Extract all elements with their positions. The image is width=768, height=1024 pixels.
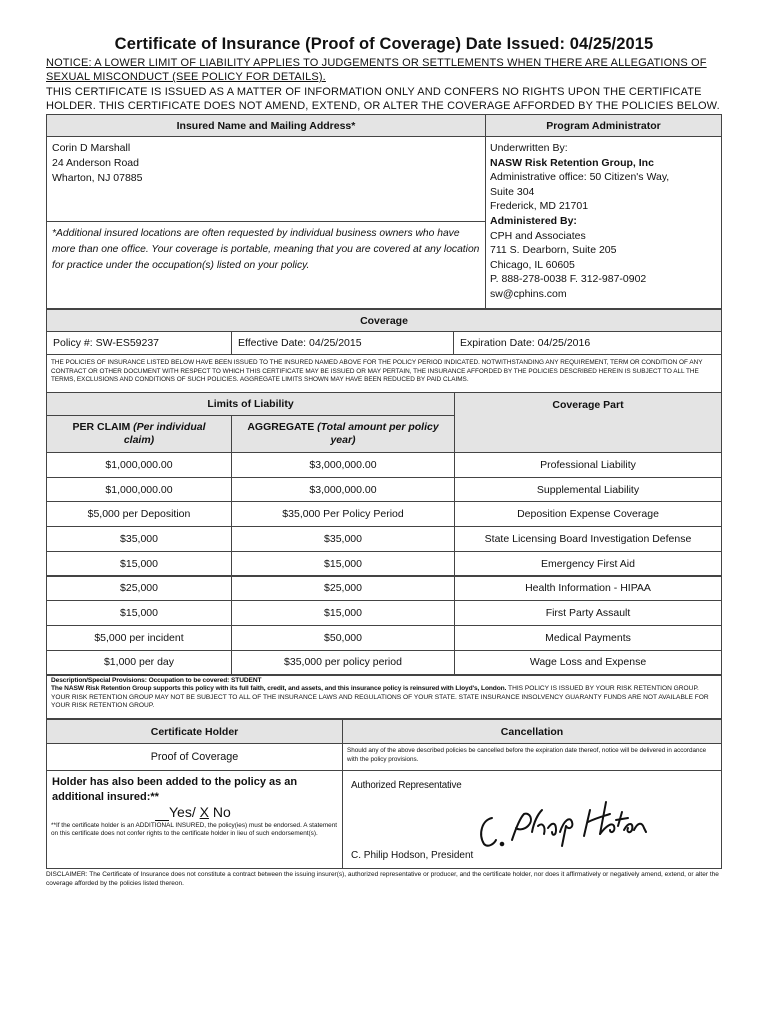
page-title: Certificate of Insurance (Proof of Coverage) Date Issued: 04/25/2015 [114,35,654,53]
per-claim-cell: $15,000 [46,551,232,577]
yes-label: Yes/ [169,804,196,820]
insured-header: Insured Name and Mailing Address* [46,114,486,137]
admin-email: sw@cphins.com [490,287,567,300]
additional-line-1: Holder has also been added to the policy as an [52,776,298,788]
additional-insured-footnote: **If the certificate holder is an ADDITIONAL INSURED, the policy(ies) must be endorsed. A statement on this certificate does not confer rights to the certificate holder in lieu of such endorsement(s). [51,822,338,838]
coverage-part-cell: Medical Payments [454,625,722,651]
insured-divider-horizontal [46,221,486,222]
admin-phone: P. 888-278-0038 F. 312-987-0902 [490,273,647,286]
aggregate-header [231,415,455,453]
aggregate-cell: $3,000,000.00 [231,452,455,478]
per-claim-bold: PER CLAIM [72,421,131,433]
administered-label: Administered By: [490,214,577,227]
provisions-fine: THIS POLICY IS ISSUED BY YOUR RISK RETENTION GROUP. YOUR RISK RETENTION GROUP MAY NOT BE SUBJECT TO ALL OF THE INSURANCE LAWS AND REGULATIONS OF YOUR STATE. STATE INSURANCE INSOLVENCY GUARANTY FUNDS ARE NOT AVAILABLE FOR YOUR RISK RETENTION GROUP. [51,685,709,710]
per-claim-cell: $5,000 per Deposition [46,501,232,527]
office-line-1: Administrative office: 50 Citizen's Way, [490,171,670,184]
signature-image [472,792,652,852]
no-x-mark: X [199,804,209,820]
aggregate-cell: $15,000 [231,551,455,577]
coverage-part-cell: Supplemental Liability [454,477,722,503]
coverage-part-cell: Deposition Expense Coverage [454,501,722,527]
no-label: No [212,804,231,820]
aggregate-cell: $35,000 per policy period [231,650,455,676]
disclaimer: DISCLAIMER: The Certificate of Insurance does not constitute a contract between the issuing insurer(s), authorized representative or producer, and the certificate holder, nor does it affirmatively or negatively amend, extend, or alter the coverage afforded by the policies listed thereon. [46,871,719,887]
policy-number: Policy #: SW-ES59237 [46,331,232,355]
aggregate-header-text [238,421,448,447]
per-claim-cell: $15,000 [46,600,232,626]
per-claim-cell: $5,000 per incident [46,625,232,651]
notice-information: THIS CERTIFICATE IS ISSUED AS A MATTER OF INFORMATION ONLY AND CONFERS NO RIGHTS UPON THE CERTIFICATE HOLDER. THIS CERTIFICATE DOES NOT AMEND, EXTEND, OR ALTER THE COVERAGE AFFORDED BY THE POLICIES BELOW. [46,86,720,112]
insured-address [52,141,472,186]
cancellation-header: Cancellation [342,719,722,744]
aggregate-bold: AGGREGATE [247,421,315,433]
per-claim-ital: (Per individual claim) [123,421,206,446]
per-claim-cell: $35,000 [46,526,232,552]
provisions-paragraph [51,685,719,710]
coverage-part-cell: State Licensing Board Investigation Defense [454,526,722,552]
admin-city: Chicago, IL 60605 [490,258,575,271]
coverage-part-cell: Wage Loss and Expense [454,650,722,676]
notice-lower-limit: NOTICE: A LOWER LIMIT OF LIABILITY APPLIES TO JUDGEMENTS OR SETTLEMENTS WHEN THERE ARE ALLEGATIONS OF SEXUAL MISCONDUCT (SEE POLICY FOR DETAILS). [46,57,707,83]
program-admin-details [490,141,720,302]
aggregate-cell: $25,000 [231,576,455,602]
per-claim-header [46,415,232,453]
yes-no-selection [155,804,231,821]
certificate-holder-header: Certificate Holder [46,719,343,744]
aggregate-cell: $50,000 [231,625,455,651]
yes-blank [155,804,169,821]
provisions-bold: The NASW Risk Retention Group supports this policy with its full faith, credit, and assets, and this insurance policy is reinsured with Lloyd's, London. [51,685,507,693]
admin-name: CPH and Associates [490,229,586,242]
coverage-part-label: Coverage Part [552,399,624,411]
cancellation-text-box [342,743,722,771]
per-claim-cell: $1,000,000.00 [46,452,232,478]
cancellation-text: Should any of the above described policies be cancelled before the expiration date thereof, notice will be delivered in accordance with the policy provisions. [347,747,707,763]
authorized-representative-label: Authorized Representative [351,780,462,791]
additional-insured-question [52,775,340,805]
coverage-part-cell: Emergency First Aid [454,551,722,577]
aggregate-cell: $3,000,000.00 [231,477,455,503]
insured-name: Corin D Marshall [52,142,131,154]
admin-street: 711 S. Dearborn, Suite 205 [490,244,617,257]
coverage-header: Coverage [46,309,722,332]
limits-header: Limits of Liability [46,392,455,416]
coverage-part-cell: First Party Assault [454,600,722,626]
certificate-holder-value: Proof of Coverage [46,743,343,771]
provisions-text [51,677,719,711]
per-claim-cell: $25,000 [46,576,232,602]
occupation-line: Description/Special Provisions: Occupation to be covered: STUDENT [51,677,262,684]
coverage-part-header [454,392,722,453]
aggregate-cell: $35,000 Per Policy Period [231,501,455,527]
aggregate-ital: (Total amount per policy year) [317,421,439,446]
coverage-part-cell: Health Information - HIPAA [454,576,722,602]
underwritten-label: Underwritten By: [490,142,568,154]
coverage-fine-print: THE POLICIES OF INSURANCE LISTED BELOW HAVE BEEN ISSUED TO THE INSURED NAMED ABOVE FOR THE POLICY PERIOD INDICATED. NOTWITHSTANDING ANY REQUIREMENT, TERM OR CONDITION OF ANY CONTRACT OR OTHER DOCUMENT WITH RESPECT TO WHICH THIS CERTIFICATE MAY BE ISSUED OR MAY PERTAIN, THE INSURANCE AFFORDED BY THE POLICIES DESCRIBED HEREIN IS SUBJECT TO ALL THE TERMS, EXCLUSIONS AND CONDITIONS OF SUCH POLICIES. AGGREGATE LIMITS SHOWN MAY HAVE BEEN REDUCED BY PAID CLAIMS. [51,359,703,384]
insured-note: *Additional insured locations are often requested by individual business owners who have more than one office. Your coverage is portable, meaning that you are covered at any location for practice under the occupation(s) listed on your policy. [52,228,480,271]
additional-line-2: additional insured:** [52,791,159,803]
aggregate-cell: $15,000 [231,600,455,626]
effective-date: Effective Date: 04/25/2015 [231,331,454,355]
signatory-name: C. Philip Hodson, President [351,850,474,861]
underwriter-name: NASW Risk Retention Group, Inc [490,156,654,169]
insured-street: 24 Anderson Road [52,157,139,169]
per-claim-header-text [57,421,221,447]
program-admin-header: Program Administrator [485,114,722,137]
expiration-date: Expiration Date: 04/25/2016 [453,331,722,355]
per-claim-cell: $1,000 per day [46,650,232,676]
aggregate-cell: $35,000 [231,526,455,552]
office-line-3: Frederick, MD 21701 [490,200,589,213]
insured-city: Wharton, NJ 07885 [52,172,143,184]
office-line-2: Suite 304 [490,185,535,198]
coverage-part-cell: Professional Liability [454,452,722,478]
per-claim-cell: $1,000,000.00 [46,477,232,503]
insured-divider-vertical [485,136,486,309]
